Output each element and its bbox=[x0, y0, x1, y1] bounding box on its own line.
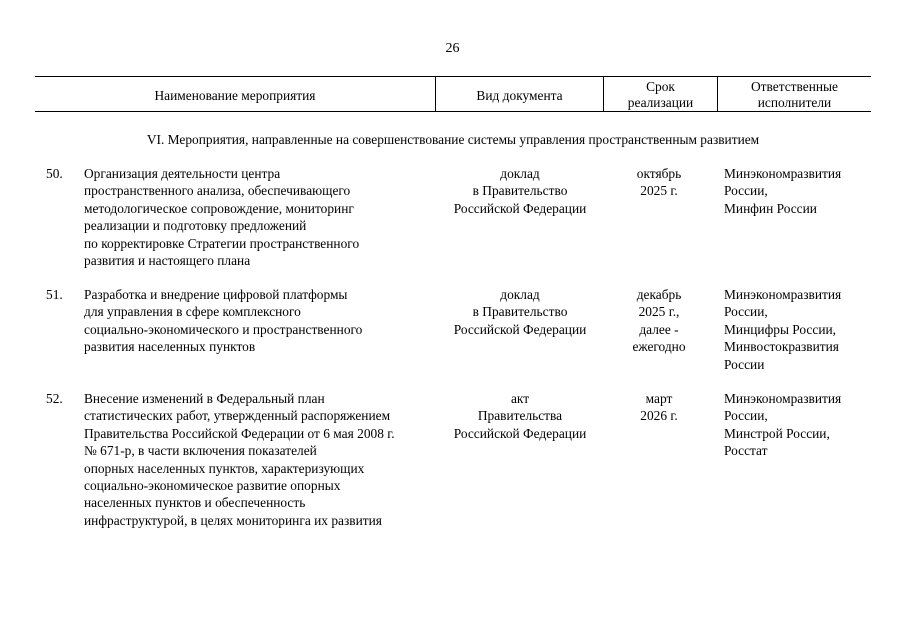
executor-line: Минвостокразвития bbox=[724, 339, 839, 355]
document-type-line: Российской Федерации bbox=[453, 200, 587, 216]
executor-line: Минэкономразвития bbox=[724, 391, 842, 406]
event-name-line: для управления в сфере комплексного bbox=[84, 304, 301, 320]
implementation-term bbox=[604, 390, 714, 425]
responsible-executors bbox=[724, 165, 869, 217]
document-type-line: Российской Федерации bbox=[453, 425, 587, 441]
implementation-term bbox=[604, 165, 714, 200]
term-line: 2025 г., bbox=[638, 304, 680, 320]
event-name bbox=[84, 390, 439, 529]
executor-line: Росстат bbox=[724, 443, 768, 459]
document-type-line: доклад bbox=[500, 287, 540, 302]
table-header-top-rule bbox=[35, 76, 871, 77]
executor-line: Минцифры России, bbox=[724, 321, 836, 337]
event-name-line: реализации и подготовку предложений bbox=[84, 218, 307, 234]
header-term bbox=[604, 79, 717, 111]
responsible-executors bbox=[724, 390, 869, 460]
document-type-line: в Правительство bbox=[472, 304, 568, 320]
term-line: декабрь bbox=[636, 287, 682, 302]
event-name-line: Организация деятельности центра bbox=[84, 166, 281, 181]
term-line: 2026 г. bbox=[640, 408, 678, 424]
row-number: 50. bbox=[46, 166, 63, 181]
header-doc-type: Вид документа bbox=[476, 88, 563, 103]
header-term-line: реализации bbox=[627, 95, 694, 110]
event-name-line: опорных населенных пунктов, характеризующих bbox=[84, 460, 365, 476]
executor-line: Минэкономразвития bbox=[724, 287, 842, 302]
document-type-line: доклад bbox=[500, 166, 540, 181]
section-title: VI. Мероприятия, направленные на совершенствование системы управления пространственным развитием bbox=[146, 132, 760, 147]
term-line: 2025 г. bbox=[640, 183, 678, 199]
event-name-line: Правительства Российской Федерации от 6 мая 2008 г. bbox=[84, 425, 395, 441]
event-name-line: социально-экономического и пространственного bbox=[84, 321, 363, 337]
row-number: 51. bbox=[46, 287, 63, 302]
event-name bbox=[84, 286, 439, 356]
event-name-line: населенных пунктов и обеспеченность bbox=[84, 495, 306, 511]
event-name-line: развития и настоящего плана bbox=[84, 253, 251, 269]
table-header-bottom-rule bbox=[35, 111, 871, 112]
event-name-line: № 671-р, в части включения показателей bbox=[84, 443, 317, 459]
event-name-line: статистических работ, утвержденный распоряжением bbox=[84, 408, 391, 424]
document-type bbox=[440, 286, 600, 338]
responsible-executors bbox=[724, 286, 869, 373]
term-line: далее - bbox=[639, 321, 679, 337]
term-line: март bbox=[645, 391, 673, 406]
document-type-line: Правительства bbox=[477, 408, 563, 424]
document-type bbox=[440, 165, 600, 217]
executor-line: Минфин России bbox=[724, 200, 817, 216]
document-type-line: акт bbox=[510, 391, 530, 406]
page-number: 26 bbox=[445, 41, 460, 56]
event-name bbox=[84, 165, 439, 269]
header-executors-line: исполнители bbox=[757, 95, 832, 110]
event-name-line: по корректировке Стратегии пространственного bbox=[84, 235, 360, 251]
document-type bbox=[440, 390, 600, 442]
executor-line: Минэкономразвития bbox=[724, 166, 842, 181]
executor-line: Минстрой России, bbox=[724, 425, 830, 441]
event-name-line: методологическое сопровождение, мониторинг bbox=[84, 200, 354, 216]
document-type-line: Российской Федерации bbox=[453, 321, 587, 337]
document-type-line: в Правительство bbox=[472, 183, 568, 199]
header-executors bbox=[718, 79, 871, 111]
event-name-line: Разработка и внедрение цифровой платформы bbox=[84, 287, 348, 302]
event-name-line: пространственного анализа, обеспечивающего bbox=[84, 183, 351, 199]
header-executors-line: Ответственные bbox=[751, 79, 838, 94]
executor-line: России, bbox=[724, 304, 768, 320]
term-line: ежегодно bbox=[632, 339, 686, 355]
header-term-line: Срок bbox=[646, 79, 675, 94]
event-name-line: инфраструктурой, в целях мониторинга их развития bbox=[84, 512, 382, 528]
event-name-line: развития населенных пунктов bbox=[84, 339, 256, 355]
executor-line: России, bbox=[724, 408, 768, 424]
event-name-line: социально-экономическое развитие опорных bbox=[84, 478, 341, 494]
executor-line: России bbox=[724, 356, 765, 372]
term-line: октябрь bbox=[636, 166, 682, 181]
implementation-term bbox=[604, 286, 714, 356]
row-number: 52. bbox=[46, 391, 63, 406]
header-name: Наименование мероприятия bbox=[154, 88, 316, 103]
event-name-line: Внесение изменений в Федеральный план bbox=[84, 391, 325, 406]
executor-line: России, bbox=[724, 183, 768, 199]
